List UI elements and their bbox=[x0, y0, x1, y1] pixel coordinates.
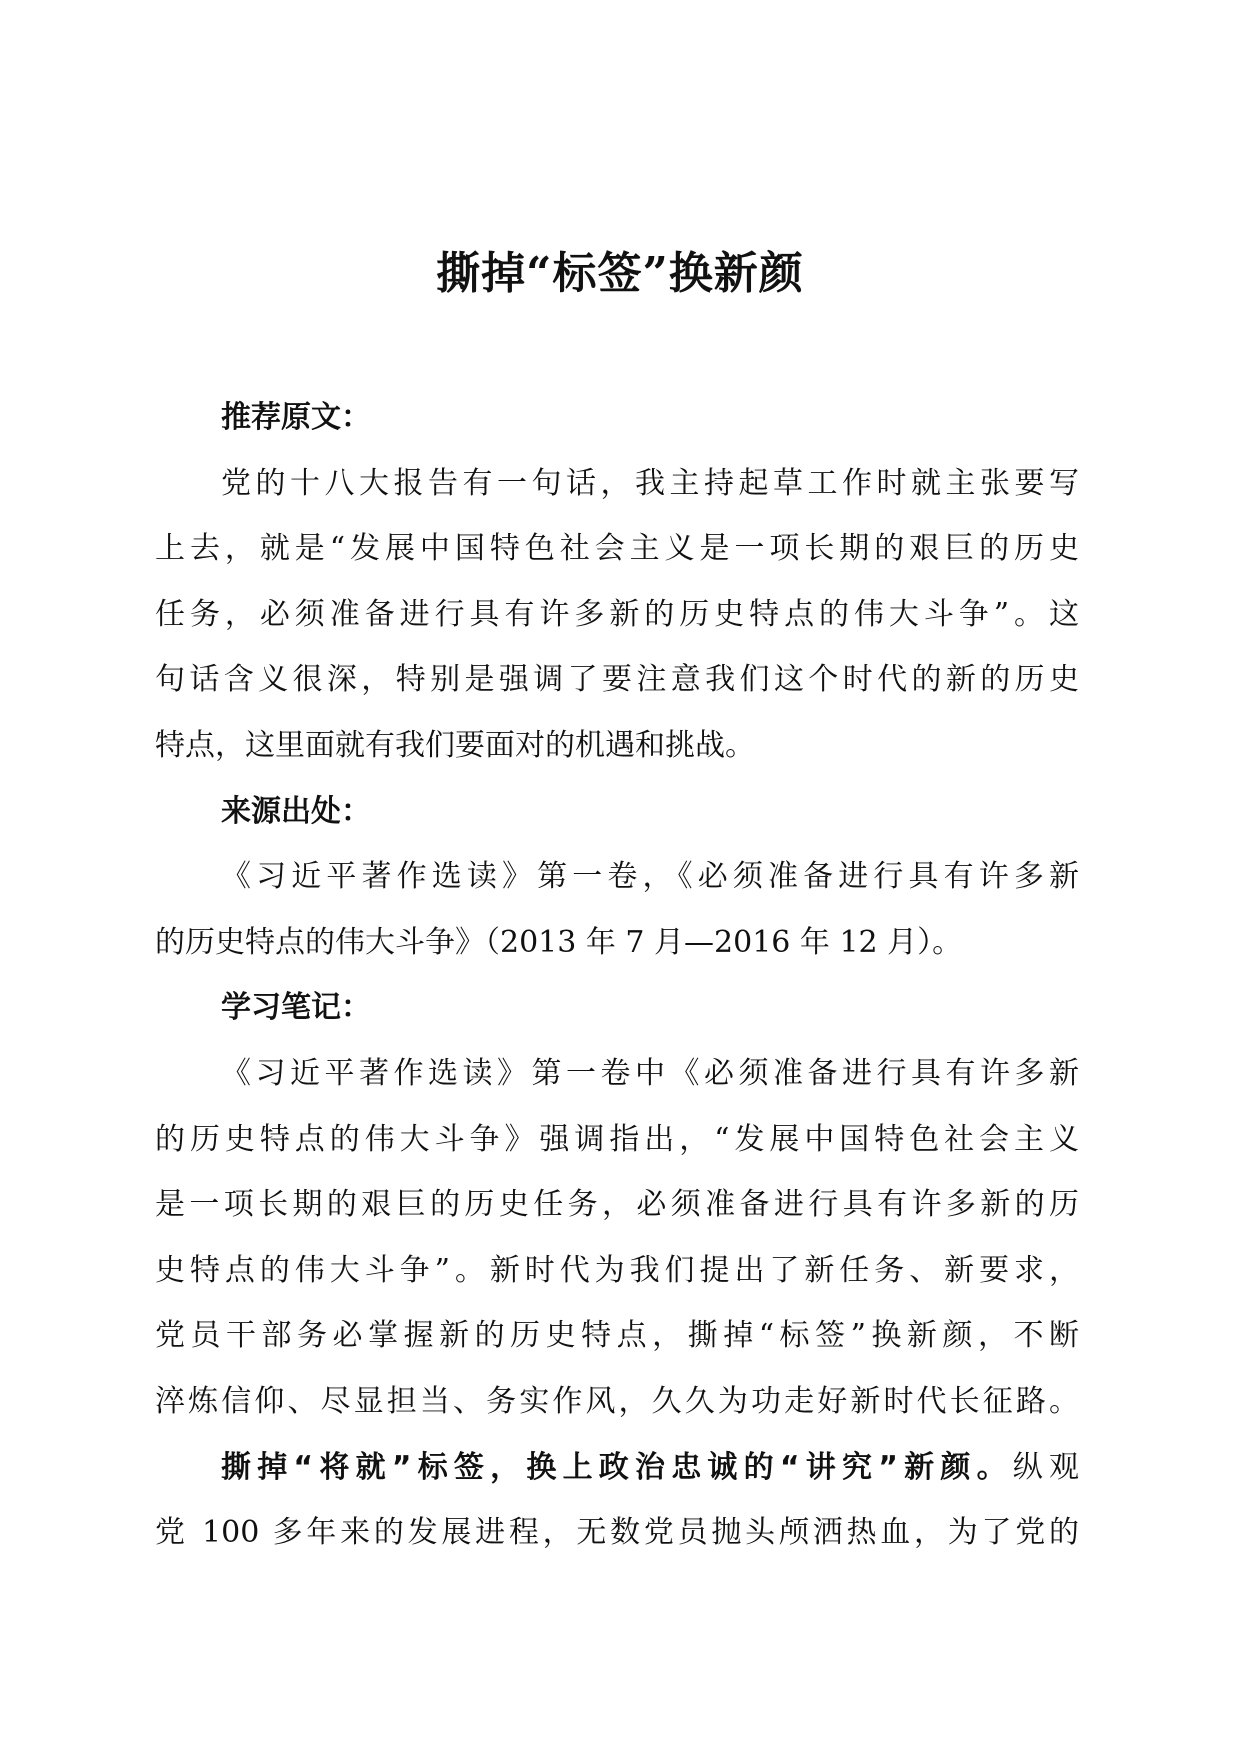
section-heading-notes: 学习笔记： bbox=[221, 990, 371, 1026]
point-lead-rest: 纵观 bbox=[1012, 1449, 1079, 1485]
paragraph-line: 任务，必须准备进行具有许多新的历史特点的伟大斗争”。这 bbox=[155, 596, 1079, 632]
paragraph-line: 史特点的伟大斗争”。新时代为我们提出了新任务、新要求， bbox=[155, 1252, 1079, 1288]
paragraph-line: 的历史特点的伟大斗争》强调指出，“发展中国特色社会主义 bbox=[155, 1121, 1079, 1157]
paragraph-line: 是一项长期的艰巨的历史任务，必须准备进行具有许多新的历 bbox=[155, 1187, 1079, 1223]
paragraph-line: 上去，就是“发展中国特色社会主义是一项长期的艰巨的历史 bbox=[155, 531, 1079, 567]
document-title: 撕掉“标签”换新颜 bbox=[436, 248, 804, 299]
paragraph-line: 《习近平著作选读》第一卷，《必须准备进行具有许多新 bbox=[221, 859, 1079, 895]
paragraph-line: 句话含义很深，特别是强调了要注意我们这个时代的新的历史 bbox=[155, 662, 1079, 698]
paragraph-line: 《习近平著作选读》第一卷中《必须准备进行具有许多新 bbox=[221, 1055, 1079, 1091]
section-heading-recommend: 推荐原文： bbox=[221, 400, 371, 435]
paragraph-line: 党的十八大报告有一句话，我主持起草工作时就主张要写 bbox=[221, 465, 1079, 501]
point-lead-heading: 撕掉“将就”标签，换上政治忠诚的“讲究”新颜。 bbox=[221, 1449, 1013, 1485]
paragraph-line-point1 bbox=[155, 1435, 1079, 1501]
paragraph-line: 淬炼信仰、尽显担当、务实作风，久久为功走好新时代长征路。 bbox=[155, 1383, 1079, 1419]
paragraph-line: 特点，这里面就有我们要面对的机遇和挑战。 bbox=[155, 727, 755, 763]
paragraph-line: 的历史特点的伟大斗争》（2013 年 7 月—2016 年 12 月）。 bbox=[155, 924, 963, 960]
paragraph-line: 党员干部务必掌握新的历史特点，撕掉“标签”换新颜，不断 bbox=[155, 1318, 1079, 1354]
document-body bbox=[155, 385, 1079, 1566]
section-heading-source: 来源出处： bbox=[221, 793, 371, 829]
paragraph-line: 党 100 多年来的发展进程，无数党员抛头颅洒热血，为了党的 bbox=[155, 1515, 1079, 1551]
